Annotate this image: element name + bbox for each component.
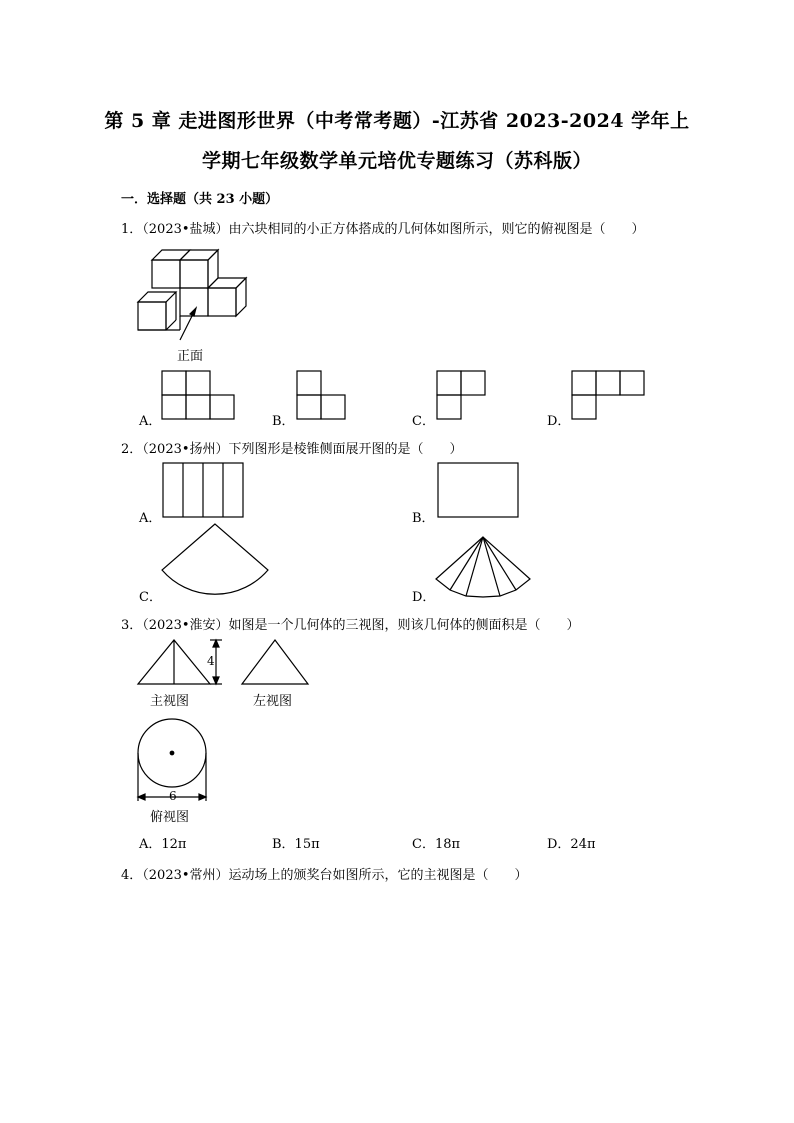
question-1-text: 1．（2023•盐城）由六块相同的小正方体搭成的几何体如图所示，则它的俯视图是（ ）: [121, 222, 645, 237]
q1-option-d-grid: [572, 371, 646, 419]
q2-option-d-triangles: [436, 537, 530, 597]
q2-option-b-rectangle: [438, 463, 518, 517]
q3-option-a: A．12π: [139, 837, 187, 852]
document-title-line2: 学期七年级数学单元培优专题练习（苏科版）: [201, 150, 592, 172]
q1-option-a-grid: [162, 371, 236, 419]
document-title-line1: 第 5 章 走进图形世界（中考常考题）-江苏省 2023-2024 学年上: [104, 110, 690, 132]
q1-option-c-label: C．: [412, 414, 435, 429]
q2-option-d-label: D．: [412, 590, 436, 605]
q1-option-c-grid: [437, 371, 487, 419]
q3-diameter-label: 6: [169, 789, 177, 803]
q3-left-view-caption: 左视图: [253, 694, 293, 709]
question-2-text: 2．（2023•扬州）下列图形是棱锥侧面展开图的是（ ）: [121, 442, 463, 457]
q3-option-d: D．24π: [547, 837, 596, 852]
q2-option-a-label: A．: [139, 511, 162, 526]
q2-option-c-label: C．: [139, 590, 162, 605]
q1-option-b-label: B．: [272, 414, 295, 429]
q1-option-b-grid: [297, 371, 347, 419]
q3-left-view: [242, 640, 308, 686]
q3-front-view-caption: 主视图: [150, 694, 190, 709]
q3-option-b: B．15π: [272, 837, 320, 852]
q3-height-label: 4: [207, 654, 215, 668]
q2-option-b-label: B．: [412, 511, 435, 526]
q3-option-c: C．18π: [412, 837, 461, 852]
q1-cube-figure: [138, 246, 250, 336]
q2-option-c-sector: [162, 524, 268, 596]
question-4-text: 4．（2023•常州）运动场上的颁奖台如图所示，它的主视图是（ ）: [121, 868, 528, 883]
q1-front-caption: 正面: [177, 349, 204, 364]
q1-option-d-label: D．: [547, 414, 571, 429]
q2-option-a-strips: [163, 463, 243, 517]
q1-option-a-label: A．: [139, 414, 162, 429]
section-heading: 一．选择题（共 23 小题）: [121, 192, 279, 207]
question-3-text: 3．（2023•淮安）如图是一个几何体的三视图，则该几何体的侧面积是（ ）: [121, 618, 580, 633]
q3-top-view-caption: 俯视图: [150, 810, 190, 825]
